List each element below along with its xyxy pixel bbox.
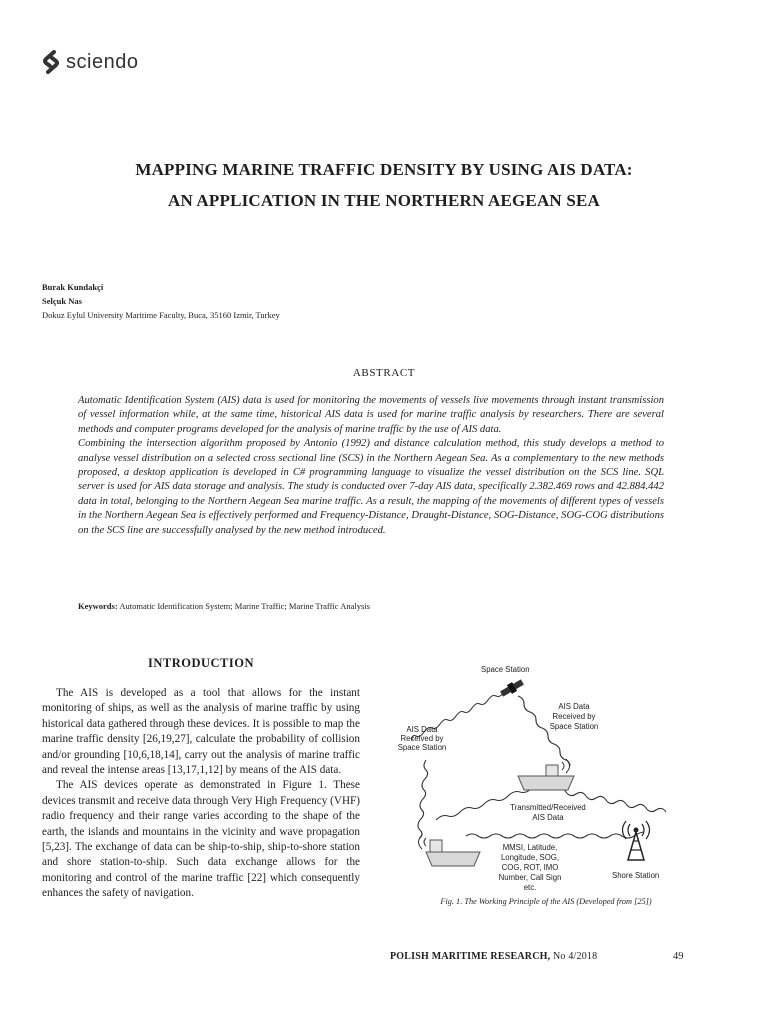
satellite-icon bbox=[499, 678, 525, 699]
label-mmsi: etc. bbox=[523, 883, 537, 892]
label-transmitted: Transmitted/Received bbox=[510, 803, 586, 812]
figure-caption: Fig. 1. The Working Principle of the AIS (Developed from [25]) bbox=[440, 897, 652, 906]
label-ais-left: Received by bbox=[400, 734, 444, 743]
body-paragraph: The AIS devices operate as demonstrated in Figure 1. These devices transmit and receive data through Very High Frequency (VHF) radio frequency and their range varies according to the shape of the earth, the islands and mountains in the vicinity and wave propagation [5,23]. The exchange of data can be ship-to-ship, ship-to-shore station and shore station-to-ship. Such data exchange allows for the monitoring and control of the marine traffic [22] which consequently enhances the safety of navigation. bbox=[42, 779, 360, 900]
label-shore-station: Shore Station bbox=[612, 871, 660, 880]
label-mmsi: COG, ROT, IMO bbox=[501, 863, 559, 872]
abstract-paragraph: Automatic Identification System (AIS) data is used for monitoring the movements of vessels live movements through instant transmission of vessel information while, at the same time, historical AIS data is used for marine traffic analysis by researchers. There are several methods and computer programs developed for the analysis of marine traffic by the use of AIS data. bbox=[78, 395, 664, 435]
paper-title bbox=[60, 154, 708, 216]
signal-wave bbox=[466, 832, 644, 838]
sciendo-logo bbox=[42, 50, 138, 74]
label-ais-right: Received by bbox=[552, 712, 596, 721]
label-ais-right: AIS Data bbox=[558, 702, 590, 711]
author-name: Selçuk Nas bbox=[42, 296, 82, 306]
page-footer bbox=[390, 951, 597, 962]
page-number: 49 bbox=[673, 951, 684, 962]
section-heading-introduction: INTRODUCTION bbox=[147, 656, 254, 670]
label-mmsi: Longitude, SOG, bbox=[500, 853, 560, 862]
label-ais-left: Space Station bbox=[397, 743, 447, 752]
author-name: Burak Kundakçi bbox=[42, 282, 104, 292]
keywords-text: Automatic Identification System; Marine Traffic; Marine Traffic Analysis bbox=[119, 601, 370, 611]
journal-issue: No 4/2018 bbox=[553, 951, 598, 962]
ship-icon bbox=[518, 759, 574, 790]
body-paragraph: The AIS is developed as a tool that allows for the instant monitoring of ships, as well as the analysis of marine traffic by using historical data gathered through these devices. It is possible to map the marine traffic density [26,19,27], calculate the probability of collision and/or grounding [10,6,18,14], carry out the analysis of marine traffic and reveal the intense areas [13,17,1,12] by means of the AIS data. bbox=[42, 687, 360, 777]
author-affiliation: Dokuz Eylul University Maritime Faculty, Buca, 35160 Izmir, Turkey bbox=[42, 310, 280, 320]
keywords-label: Keywords: bbox=[78, 601, 118, 611]
abstract-heading: ABSTRACT bbox=[352, 367, 416, 379]
label-transmitted: AIS Data bbox=[532, 813, 564, 822]
abstract-paragraph: Combining the intersection algorithm proposed by Antonio (1992) and distance calculation method, this study develops a method to analyse vessel distribution on a selected cross sectional line (SCS) in the Northern Aegean Sea. As a complementary to the new methods proposed, a desktop application is developed in C# programming language to visualize the vessel distribution on the SCS line. SQL server is used for AIS data storage and analysis. The study is conducted over 7-day AIS data, specifically 2.382.469 rows and 42.884.442 data in total, belonging to the Northern Aegean Sea marine traffic. As a result, the mapping of the movements of different types of vessels in the Northern Aegean Sea is effectively performed and Frequency-Distance, Draught-Distance, SOG-Distance, SOG-COG distributions on the SCS line are successfully analysed by the new method introduced. bbox=[78, 438, 664, 536]
ship-icon bbox=[419, 835, 481, 866]
keywords bbox=[78, 601, 370, 611]
title-line-2: AN APPLICATION IN THE NORTHERN AEGEAN SEA bbox=[167, 191, 601, 210]
logo-text: sciendo bbox=[66, 50, 139, 73]
author-block bbox=[42, 280, 280, 322]
journal-name: POLISH MARITIME RESEARCH, bbox=[390, 951, 551, 962]
title-line-1: MAPPING MARINE TRAFFIC DENSITY BY USING AIS DATA: bbox=[135, 160, 633, 179]
shore-station-tower-icon bbox=[623, 821, 650, 860]
ais-diagram-figure bbox=[396, 660, 696, 892]
signal-wave bbox=[418, 760, 428, 838]
label-ais-left: AIS Data bbox=[406, 725, 438, 734]
label-mmsi: MMSI, Latitude, bbox=[502, 843, 558, 852]
introduction-body bbox=[42, 686, 360, 902]
sciendo-logo-icon bbox=[42, 50, 60, 74]
abstract-body bbox=[78, 394, 664, 538]
label-ais-right: Space Station bbox=[549, 722, 599, 731]
label-mmsi: Number, Call Sign bbox=[498, 873, 562, 882]
label-space-station: Space Station bbox=[481, 665, 530, 674]
